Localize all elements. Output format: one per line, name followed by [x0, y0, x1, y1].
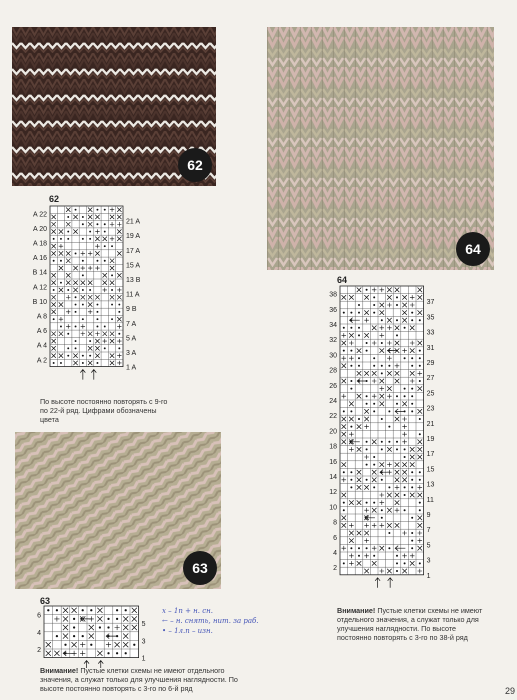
purl-dot-icon: [60, 238, 62, 240]
purl-dot-icon: [388, 441, 390, 443]
purl-dot-icon: [104, 223, 106, 225]
purl-dot-icon: [82, 238, 84, 240]
purl-dot-icon: [89, 231, 91, 233]
purl-dot-icon: [56, 609, 58, 611]
chart-64-row-label-left: 20: [329, 428, 337, 436]
chart-63: [28, 604, 158, 668]
purl-dot-icon: [350, 410, 352, 412]
purl-dot-icon: [396, 448, 398, 450]
purl-dot-icon: [89, 238, 91, 240]
purl-dot-icon: [411, 479, 413, 481]
purl-dot-icon: [396, 304, 398, 306]
purl-dot-icon: [67, 289, 69, 291]
purl-dot-icon: [350, 365, 352, 367]
purl-dot-icon: [97, 223, 99, 225]
chart-64-row-label-right: 33: [426, 329, 435, 337]
chart-64-row-label-right: 13: [426, 481, 435, 489]
chart-63-note-warning: Внимание!: [40, 666, 79, 675]
purl-dot-icon: [404, 327, 406, 329]
chart-62-note: По высоте постоянно повторять с 9-го по 22-й ряд. Цифрами обозначены цвета: [40, 397, 168, 424]
chart-62-row-label-left: A 22: [32, 211, 47, 219]
chart-63-title: 63: [40, 596, 51, 606]
purl-dot-icon: [350, 312, 352, 314]
chart-64-row-label-right: 17: [426, 451, 435, 459]
purl-dot-icon: [366, 289, 368, 291]
chart-62-row-label-left: A 4: [36, 342, 47, 350]
chart-64-row-label-left: 16: [329, 458, 337, 466]
purl-dot-icon: [388, 426, 390, 428]
purl-dot-icon: [111, 274, 113, 276]
purl-dot-icon: [104, 260, 106, 262]
purl-dot-icon: [358, 418, 360, 420]
purl-dot-icon: [358, 547, 360, 549]
purl-dot-icon: [411, 547, 413, 549]
chart-64-note: [337, 606, 487, 642]
purl-dot-icon: [343, 410, 345, 412]
purl-dot-icon: [419, 350, 421, 352]
purl-dot-icon: [67, 216, 69, 218]
purl-dot-icon: [419, 479, 421, 481]
purl-dot-icon: [411, 540, 413, 542]
purl-dot-icon: [97, 326, 99, 328]
chart-64-row-label-left: 12: [329, 489, 337, 497]
purl-dot-icon: [381, 342, 383, 344]
purl-dot-icon: [366, 464, 368, 466]
chart-64-row-label-left: 36: [329, 306, 337, 314]
purl-dot-icon: [118, 333, 120, 335]
knit-texture-64: [267, 27, 494, 270]
purl-dot-icon: [404, 486, 406, 488]
purl-dot-icon: [404, 388, 406, 390]
purl-dot-icon: [358, 312, 360, 314]
chart-64-row-label-left: 8: [333, 519, 337, 527]
purl-dot-icon: [67, 347, 69, 349]
chart-64-row-label-right: 15: [426, 466, 435, 474]
purl-dot-icon: [411, 517, 413, 519]
purl-dot-icon: [381, 365, 383, 367]
chart-62-row-label-left: B 14: [32, 269, 47, 277]
purl-dot-icon: [411, 395, 413, 397]
purl-dot-icon: [366, 350, 368, 352]
figure-badge-64: 64: [456, 232, 490, 266]
purl-dot-icon: [97, 362, 99, 364]
purl-dot-icon: [396, 441, 398, 443]
chart-62-row-label-right: 11 A: [126, 291, 140, 299]
purl-dot-icon: [53, 260, 55, 262]
purl-dot-icon: [358, 555, 360, 557]
purl-dot-icon: [388, 532, 390, 534]
purl-dot-icon: [47, 609, 49, 611]
purl-dot-icon: [373, 456, 375, 458]
page-number: 29: [504, 686, 515, 696]
purl-dot-icon: [366, 547, 368, 549]
purl-dot-icon: [97, 209, 99, 211]
purl-dot-icon: [388, 365, 390, 367]
chart-64-row-label-left: 10: [329, 504, 337, 512]
purl-dot-icon: [373, 304, 375, 306]
handwritten-line-1: х – 1п + н. сн.: [162, 607, 213, 615]
purl-dot-icon: [373, 296, 375, 298]
purl-dot-icon: [67, 355, 69, 357]
chart-64-row-label-right: 35: [426, 314, 435, 322]
purl-dot-icon: [419, 562, 421, 564]
purl-dot-icon: [350, 486, 352, 488]
chart-64-row-label-left: 24: [329, 398, 337, 405]
chart-62-row-label-left: A 18: [32, 240, 47, 248]
purl-dot-icon: [116, 652, 118, 654]
figure-badge-62: 62: [178, 148, 212, 182]
purl-dot-icon: [97, 318, 99, 320]
purl-dot-icon: [373, 403, 375, 405]
chart-64-row-label-left: 26: [329, 382, 337, 390]
purl-dot-icon: [67, 238, 69, 240]
chart-62-row-label-right: 7 A: [126, 320, 137, 328]
purl-dot-icon: [350, 479, 352, 481]
purl-dot-icon: [396, 334, 398, 336]
purl-dot-icon: [60, 282, 62, 284]
purl-dot-icon: [358, 357, 360, 359]
handwritten-line-2: ← – н. снять, нит. за раб.: [162, 617, 259, 625]
purl-dot-icon: [56, 635, 58, 637]
purl-dot-icon: [404, 494, 406, 496]
purl-dot-icon: [107, 652, 109, 654]
purl-dot-icon: [358, 304, 360, 306]
chart-64: [318, 284, 458, 592]
photo-pattern-62: [12, 27, 216, 186]
chart-64-row-label-right: 5: [426, 542, 431, 550]
handwritten-legend: [162, 606, 312, 636]
purl-dot-icon: [104, 245, 106, 247]
purl-dot-icon: [419, 433, 421, 435]
chart-64-row-label-left: 28: [329, 367, 337, 375]
chart-62-row-label-right: 17 A: [126, 247, 141, 255]
purl-dot-icon: [411, 365, 413, 367]
purl-dot-icon: [75, 347, 77, 349]
chart-64-title: 64: [337, 275, 348, 285]
chart-64-row-label-right: 23: [426, 405, 435, 413]
chart-64-row-label-left: 6: [333, 534, 337, 542]
purl-dot-icon: [381, 372, 383, 374]
purl-dot-icon: [350, 327, 352, 329]
purl-dot-icon: [366, 342, 368, 344]
purl-dot-icon: [75, 253, 77, 255]
purl-dot-icon: [411, 319, 413, 321]
purl-dot-icon: [411, 388, 413, 390]
chart-62-title: 62: [49, 194, 60, 204]
purl-dot-icon: [97, 260, 99, 262]
chart-64-note-warning: Внимание!: [337, 606, 376, 615]
purl-dot-icon: [373, 312, 375, 314]
purl-dot-icon: [373, 357, 375, 359]
chart-62-row-label-left: A 20: [32, 225, 47, 233]
purl-dot-icon: [107, 626, 109, 628]
purl-dot-icon: [53, 289, 55, 291]
purl-dot-icon: [358, 327, 360, 329]
figure-badge-63: 63: [183, 551, 217, 585]
purl-dot-icon: [388, 547, 390, 549]
purl-dot-icon: [396, 296, 398, 298]
chart-62-row-label-right: 3 A: [126, 350, 137, 357]
purl-dot-icon: [396, 555, 398, 557]
chart-64-row-label-right: 1: [426, 572, 431, 580]
purl-dot-icon: [60, 326, 62, 328]
purl-dot-icon: [82, 318, 84, 320]
purl-dot-icon: [75, 296, 77, 298]
purl-dot-icon: [411, 486, 413, 488]
purl-dot-icon: [118, 304, 120, 306]
purl-dot-icon: [67, 333, 69, 335]
purl-dot-icon: [373, 555, 375, 557]
chart-63-note: [40, 666, 245, 693]
chart-62-row-label-left: A 8: [36, 313, 47, 321]
purl-dot-icon: [107, 618, 109, 620]
purl-dot-icon: [381, 441, 383, 443]
chart-63-row-label-right: 5: [141, 621, 146, 629]
purl-dot-icon: [89, 340, 91, 342]
purl-dot-icon: [82, 289, 84, 291]
purl-dot-icon: [373, 486, 375, 488]
purl-dot-icon: [99, 626, 101, 628]
purl-dot-icon: [366, 395, 368, 397]
chart-62-row-label-right: 13 B: [126, 277, 141, 284]
purl-dot-icon: [373, 410, 375, 412]
chart-64-row-label-left: 4: [333, 550, 337, 557]
purl-dot-icon: [73, 618, 75, 620]
purl-dot-icon: [75, 304, 77, 306]
purl-dot-icon: [396, 319, 398, 321]
purl-dot-icon: [419, 380, 421, 382]
purl-dot-icon: [404, 448, 406, 450]
purl-dot-icon: [343, 327, 345, 329]
chart-64-row-label-right: 29: [426, 360, 435, 367]
purl-dot-icon: [350, 547, 352, 549]
purl-dot-icon: [350, 388, 352, 390]
purl-dot-icon: [116, 609, 118, 611]
chart-64-row-label-right: 7: [426, 527, 431, 535]
purl-dot-icon: [404, 395, 406, 397]
chart-64-row-label-left: 2: [333, 565, 337, 573]
purl-dot-icon: [75, 209, 77, 211]
chart-62-row-label-right: 15 A: [126, 262, 141, 270]
repeat-arrow-icon: [375, 578, 380, 588]
purl-dot-icon: [350, 380, 352, 382]
purl-dot-icon: [404, 509, 406, 511]
photo-pattern-64: [267, 27, 494, 270]
chart-62-row-label-right: 5 A: [126, 335, 137, 343]
repeat-arrow-icon: [91, 370, 96, 380]
purl-dot-icon: [381, 479, 383, 481]
purl-dot-icon: [97, 311, 99, 313]
purl-dot-icon: [67, 231, 69, 233]
purl-dot-icon: [90, 609, 92, 611]
purl-dot-icon: [404, 562, 406, 564]
purl-dot-icon: [411, 532, 413, 534]
chart-64-row-label-left: 32: [329, 337, 337, 345]
purl-dot-icon: [411, 410, 413, 412]
purl-dot-icon: [381, 448, 383, 450]
purl-dot-icon: [343, 471, 345, 473]
purl-dot-icon: [388, 410, 390, 412]
purl-dot-icon: [373, 464, 375, 466]
purl-dot-icon: [60, 362, 62, 364]
purl-dot-icon: [118, 311, 120, 313]
purl-dot-icon: [125, 609, 127, 611]
purl-dot-icon: [350, 350, 352, 352]
purl-dot-icon: [381, 517, 383, 519]
chart-64-row-label-right: 11: [426, 496, 434, 504]
chart-63-row-label-right: 1: [141, 655, 146, 663]
chart-63-row-label-left: 2: [37, 647, 41, 654]
purl-dot-icon: [366, 448, 368, 450]
chart-64-repeat-arrows: [375, 578, 393, 588]
photo-pattern-63: [15, 432, 221, 589]
purl-dot-icon: [75, 311, 77, 313]
purl-dot-icon: [419, 319, 421, 321]
purl-dot-icon: [381, 319, 383, 321]
repeat-arrow-icon: [388, 578, 393, 588]
purl-dot-icon: [111, 304, 113, 306]
chart-62-row-label-right: 1 A: [126, 364, 137, 372]
purl-dot-icon: [104, 347, 106, 349]
purl-dot-icon: [73, 626, 75, 628]
purl-dot-icon: [60, 260, 62, 262]
purl-dot-icon: [366, 502, 368, 504]
purl-dot-icon: [411, 403, 413, 405]
purl-dot-icon: [419, 509, 421, 511]
chart-62-row-label-left: A 12: [32, 284, 47, 292]
purl-dot-icon: [64, 644, 66, 646]
purl-dot-icon: [118, 347, 120, 349]
purl-dot-icon: [89, 289, 91, 291]
chart-63-note-text: Пустые клетки схемы не имеют отдельного значения, а служат только для улучшения наглядности. По высоте постоянно повторять с 3-го по 6-й ряд: [40, 666, 238, 693]
purl-dot-icon: [111, 289, 113, 291]
purl-dot-icon: [381, 509, 383, 511]
chart-62: [28, 204, 168, 394]
purl-dot-icon: [82, 274, 84, 276]
purl-dot-icon: [53, 362, 55, 364]
purl-dot-icon: [411, 357, 413, 359]
chart-63-row-label-right: 3: [141, 638, 146, 646]
purl-dot-icon: [419, 502, 421, 504]
purl-dot-icon: [366, 479, 368, 481]
purl-dot-icon: [82, 260, 84, 262]
purl-dot-icon: [343, 350, 345, 352]
purl-dot-icon: [104, 209, 106, 211]
purl-dot-icon: [53, 318, 55, 320]
purl-dot-icon: [343, 312, 345, 314]
chart-62-row-label-left: A 16: [32, 255, 47, 263]
chart-64-row-label-right: 31: [426, 344, 435, 352]
purl-dot-icon: [419, 418, 421, 420]
purl-dot-icon: [396, 570, 398, 572]
purl-dot-icon: [396, 403, 398, 405]
chart-64-row-label-right: 3: [426, 557, 431, 565]
purl-dot-icon: [116, 618, 118, 620]
purl-dot-icon: [366, 403, 368, 405]
purl-dot-icon: [358, 365, 360, 367]
purl-dot-icon: [419, 365, 421, 367]
purl-dot-icon: [366, 441, 368, 443]
chart-64-row-label-right: 19: [426, 436, 435, 443]
purl-dot-icon: [381, 418, 383, 420]
purl-dot-icon: [104, 231, 106, 233]
chart-64-row-label-left: 38: [329, 291, 337, 299]
purl-dot-icon: [404, 357, 406, 359]
purl-dot-icon: [82, 355, 84, 357]
purl-dot-icon: [82, 635, 84, 637]
purl-dot-icon: [419, 357, 421, 359]
chart-64-row-label-right: 37: [426, 299, 435, 307]
purl-dot-icon: [404, 456, 406, 458]
purl-dot-icon: [133, 644, 135, 646]
chart-64-row-label-left: 22: [329, 413, 337, 421]
repeat-arrow-icon: [80, 370, 85, 380]
chart-64-row-label-right: 27: [426, 375, 435, 383]
purl-dot-icon: [419, 471, 421, 473]
chart-62-row-label-left: B 10: [32, 298, 47, 306]
chart-64-row-label-right: 21: [426, 420, 435, 428]
purl-dot-icon: [350, 471, 352, 473]
chart-64-row-label-left: 18: [329, 443, 337, 451]
chart-63-row-label-left: 6: [37, 612, 41, 620]
purl-dot-icon: [343, 562, 345, 564]
chart-62-row-label-left: A 2: [36, 357, 47, 365]
chart-62-row-label-right: 9 B: [126, 306, 137, 314]
purl-dot-icon: [343, 502, 345, 504]
purl-dot-icon: [82, 362, 84, 364]
purl-dot-icon: [125, 652, 127, 654]
handwritten-line-3: • – 1л.п – изн.: [162, 627, 213, 635]
purl-dot-icon: [396, 395, 398, 397]
purl-dot-icon: [396, 562, 398, 564]
purl-dot-icon: [75, 340, 77, 342]
purl-dot-icon: [82, 223, 84, 225]
purl-dot-icon: [111, 245, 113, 247]
chart-62-row-label-left: A 6: [36, 328, 47, 336]
purl-dot-icon: [343, 509, 345, 511]
chart-64-row-label-left: 30: [329, 352, 337, 360]
chart-62-repeat-arrows: [80, 370, 96, 380]
purl-dot-icon: [82, 609, 84, 611]
purl-dot-icon: [90, 644, 92, 646]
purl-dot-icon: [89, 355, 91, 357]
purl-dot-icon: [73, 635, 75, 637]
chart-64-row-label-right: 25: [426, 390, 435, 398]
chart-63-row-label-left: 4: [37, 629, 41, 637]
purl-dot-icon: [388, 486, 390, 488]
purl-dot-icon: [373, 365, 375, 367]
purl-dot-icon: [373, 502, 375, 504]
purl-dot-icon: [411, 312, 413, 314]
purl-dot-icon: [411, 471, 413, 473]
chart-62-row-label-right: 21 A: [126, 218, 141, 226]
purl-dot-icon: [75, 326, 77, 328]
chart-64-note-text: Пустые клетки схемы не имеют отдельного значения, а служат только для улучшения наглядности. По высоте постоянно повторять с 3-го по 38-й ряд: [337, 606, 483, 642]
purl-dot-icon: [53, 238, 55, 240]
purl-dot-icon: [358, 334, 360, 336]
chart-64-row-label-left: 34: [329, 322, 337, 329]
purl-dot-icon: [350, 426, 352, 428]
chart-64-row-label-right: 9: [426, 512, 431, 519]
purl-dot-icon: [104, 326, 106, 328]
chart-62-row-label-right: 19 A: [126, 233, 141, 241]
purl-dot-icon: [111, 318, 113, 320]
purl-dot-icon: [82, 216, 84, 218]
purl-dot-icon: [97, 304, 99, 306]
purl-dot-icon: [82, 304, 84, 306]
chart-64-row-label-left: 14: [329, 474, 337, 481]
